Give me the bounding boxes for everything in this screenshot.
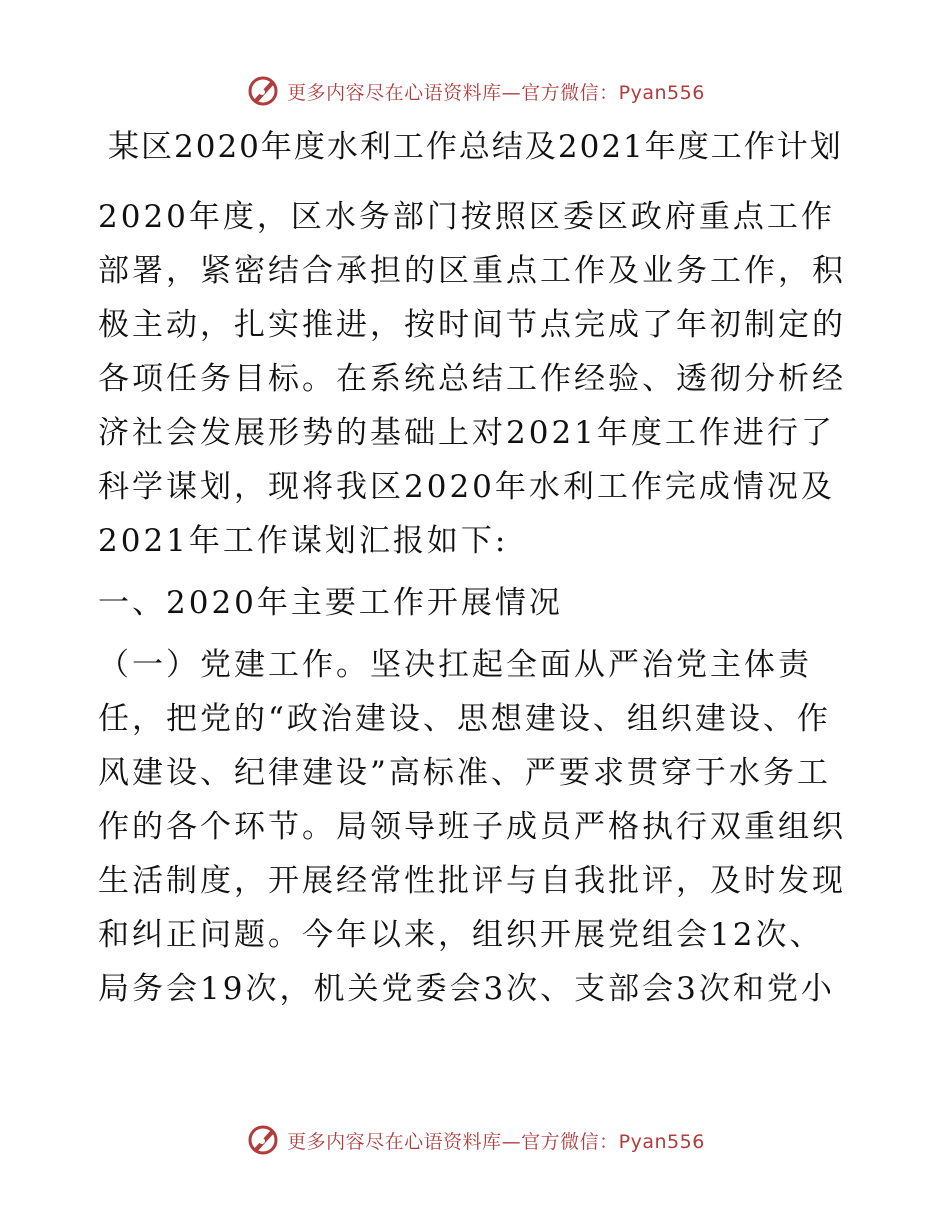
body-line: （一）党建工作。坚决扛起全面从严治党主体责 bbox=[98, 647, 812, 683]
quill-logo-icon bbox=[245, 1122, 281, 1158]
body-line: 风建设、纪律建设”高标准、严要求贯穿于水务工 bbox=[98, 755, 831, 791]
watermark-text: 更多内容尽在心语资料库—官方微信：Pyan556 bbox=[287, 1130, 705, 1153]
body-line: 生活制度，开展经常性批评与自我批评，及时发现 bbox=[98, 863, 846, 899]
header-watermark bbox=[0, 71, 950, 111]
footer-watermark bbox=[0, 1120, 950, 1160]
body-line: 各项任务目标。在系统总结工作经验、透彻分析经 bbox=[98, 361, 846, 397]
body-line: 作的各个环节。局领导班子成员严格执行双重组织 bbox=[98, 809, 846, 845]
body-line: 科学谋划，现将我区2020年水利工作完成情况及 bbox=[98, 469, 835, 505]
body-line: 和纠正问题。今年以来，组织开展党组会12次、 bbox=[98, 917, 824, 953]
body-line: 2021年工作谋划汇报如下: bbox=[98, 523, 509, 559]
body-line: 极主动，扎实推进，按时间节点完成了年初制定的 bbox=[98, 307, 846, 343]
quill-logo-icon bbox=[245, 73, 281, 109]
document-title: 某区2020年度水利工作总结及2021年度工作计划 bbox=[108, 129, 843, 165]
body-line: 济社会发展形势的基础上对2021年度工作进行了 bbox=[98, 415, 835, 451]
section-heading: 一、2020年主要工作开展情况 bbox=[98, 585, 563, 621]
body-line: 任，把党的“政治建设、思想建设、组织建设、作 bbox=[98, 701, 831, 737]
body-line: 2020年度，区水务部门按照区委区政府重点工作 bbox=[98, 199, 835, 235]
body-line: 部署，紧密结合承担的区重点工作及业务工作，积 bbox=[98, 253, 846, 289]
document-body bbox=[98, 190, 858, 1016]
watermark-text: 更多内容尽在心语资料库—官方微信：Pyan556 bbox=[287, 81, 705, 104]
body-line: 局务会19次，机关党委会3次、支部会3次和党小 bbox=[98, 971, 835, 1007]
